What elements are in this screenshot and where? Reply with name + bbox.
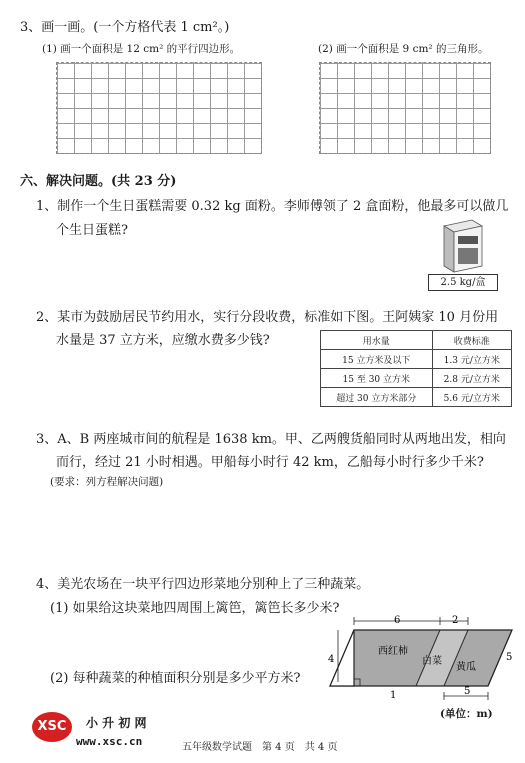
vegetable-plot-figure — [326, 612, 522, 718]
table-header-usage: 用水量 — [321, 331, 433, 350]
problem-3-note: (要求：列方程解决问题) — [50, 476, 164, 488]
problem-3-line1: 3、A、B 两座城市间的航程是 1638 km。甲、乙两艘货船同时从两地出发，相向 — [36, 432, 506, 447]
dim-bottom2: 5 — [464, 686, 471, 697]
table-cell: 1.3 元/立方米 — [432, 350, 511, 369]
problem-1-line1: 1、制作一个生日蛋糕需要 0.32 kg 面粉。李师傅领了 2 盒面粉，他最多可以做几 — [36, 199, 509, 214]
table-cell: 15 立方米及以下 — [321, 350, 433, 369]
table-header-rate: 收费标准 — [432, 331, 511, 350]
page-info: 五年级数学试题 第 4 页 共 4 页 — [182, 742, 338, 753]
problem-4-line1: 4、美光农场在一块平行四边形菜地分别种上了三种蔬菜。 — [36, 577, 370, 592]
problem-1-line2: 个生日蛋糕? — [56, 223, 128, 238]
dim-side: 5 — [506, 652, 513, 663]
water-fee-table — [320, 330, 512, 407]
section-6-title: 六、解决问题。(共 23 分) — [20, 174, 177, 189]
drawing-grid-parallelogram[interactable] — [56, 62, 262, 154]
table-cell: 15 至 30 立方米 — [321, 369, 433, 388]
table-header-row — [321, 331, 512, 350]
problem-2-line2: 水量是 37 立方米，应缴水费多少钱? — [56, 333, 270, 348]
table-row — [321, 350, 512, 369]
flour-box-label: 2.5 kg/盒 — [428, 274, 498, 291]
dim-height: 4 — [328, 654, 335, 665]
section-3-sub1: (1) 画一个面积是 12 cm² 的平行四边形。 — [42, 43, 241, 55]
site-name: 小 升 初 网 — [86, 716, 147, 730]
site-url: www.xsc.cn — [76, 735, 143, 748]
section-3-sub2: (2) 画一个面积是 9 cm² 的三角形。 — [318, 43, 489, 55]
table-row — [321, 369, 512, 388]
table-cell: 2.8 元/立方米 — [432, 369, 511, 388]
site-logo: XSC — [32, 712, 72, 742]
region-label-cabbage: 白菜 — [422, 656, 442, 667]
problem-3-line2: 而行，经过 21 小时相遇。甲船每小时行 42 km，乙船每小时行多少千米? — [56, 455, 484, 470]
table-cell: 超过 30 立方米部分 — [321, 388, 433, 407]
dim-top2: 2 — [452, 615, 459, 626]
region-label-cucumber: 黄瓜 — [456, 662, 476, 673]
dim-top1: 6 — [394, 615, 401, 626]
table-cell: 5.6 元/立方米 — [432, 388, 511, 407]
dim-bottom1: 1 — [390, 690, 397, 701]
problem-4-sub2: (2) 每种蔬菜的种植面积分别是多少平方米? — [50, 671, 301, 686]
section-3-title: 3、画一画。(一个方格代表 1 cm²。) — [20, 20, 230, 35]
problem-4-sub1: (1) 如果给这块菜地四周围上篱笆，篱笆长多少米? — [50, 601, 340, 616]
problem-2-line1: 2、某市为鼓励居民节约用水，实行分段收费，标准如下图。王阿姨家 10 月份用 — [36, 310, 499, 325]
figure-unit-label: (单位：m) — [440, 708, 493, 720]
flour-box-image — [438, 216, 488, 276]
drawing-grid-triangle[interactable] — [319, 62, 491, 154]
table-row — [321, 388, 512, 407]
region-label-tomato: 西红柿 — [378, 646, 408, 657]
